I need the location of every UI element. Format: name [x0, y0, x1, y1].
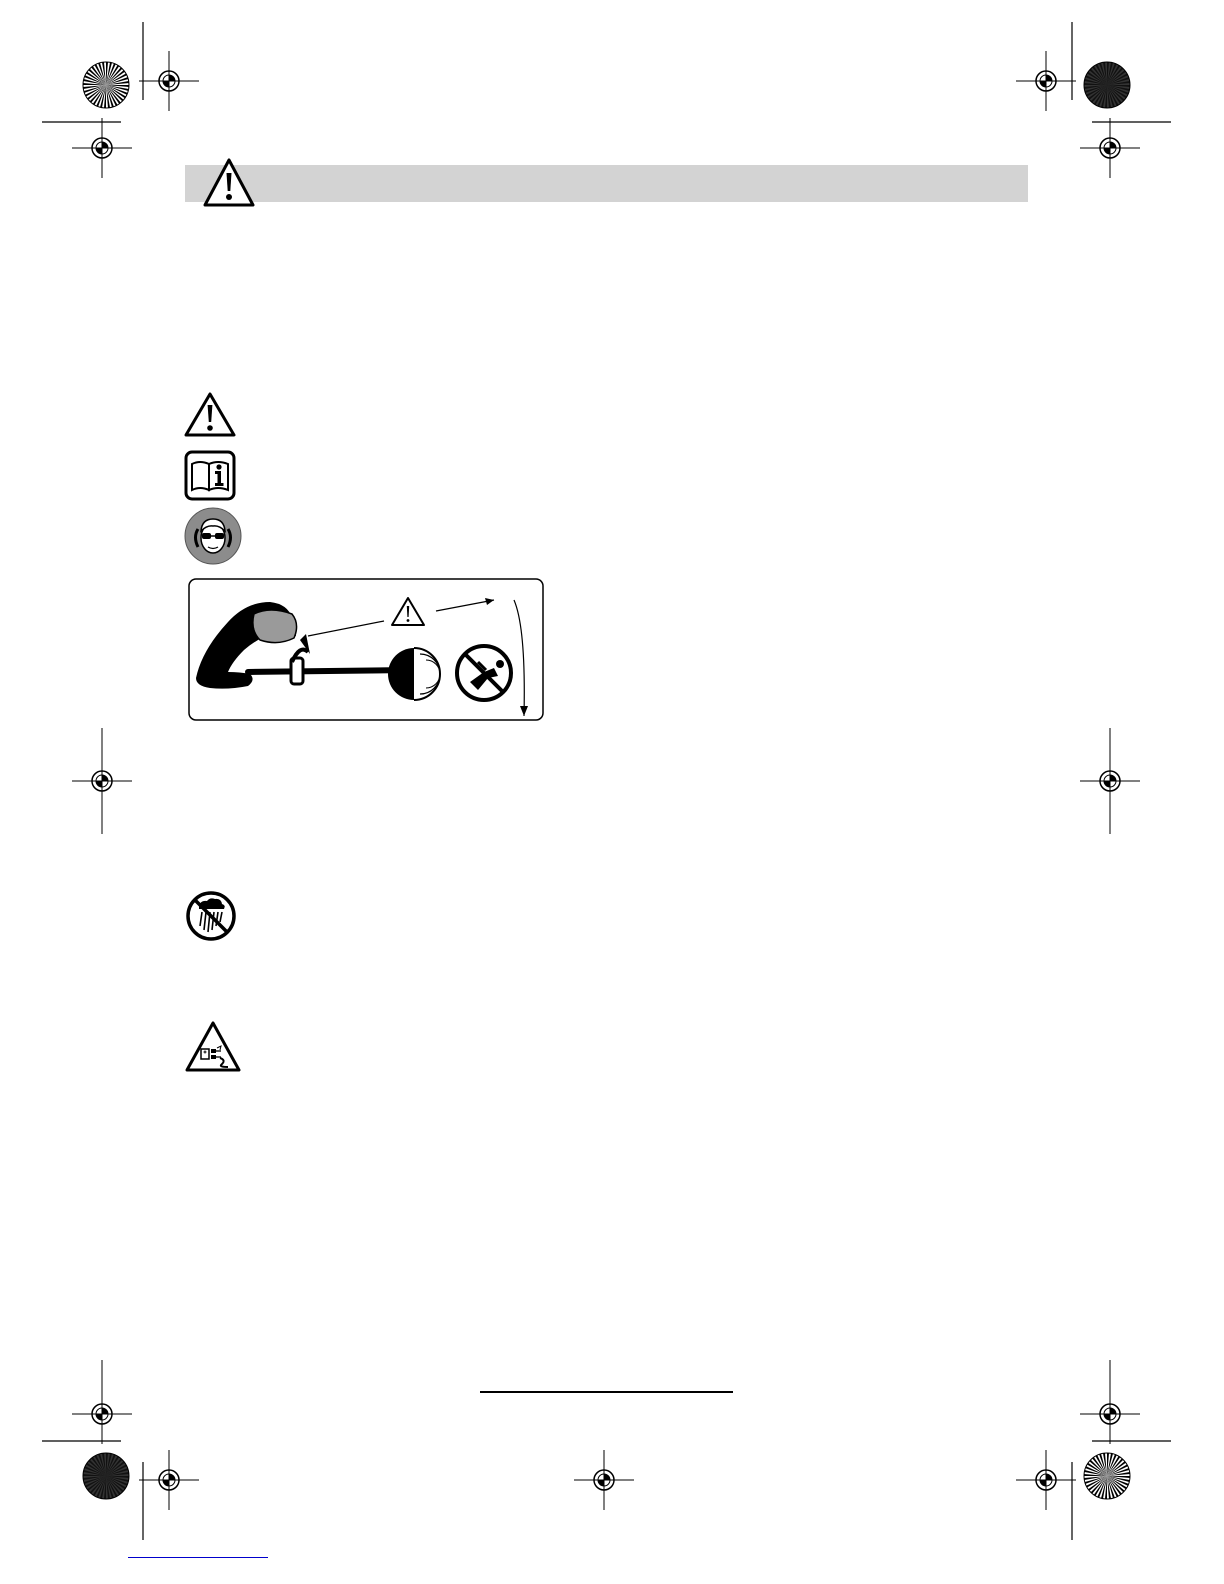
registration-mark: [1016, 51, 1076, 111]
starburst-targets: [83, 62, 1130, 1499]
footer-rule: [480, 1391, 733, 1393]
starburst-target: [83, 1453, 129, 1499]
link-underline[interactable]: [128, 1557, 268, 1558]
warning-triangle-icon: [202, 157, 256, 209]
header-bar: [185, 165, 1028, 202]
registration-mark: [139, 1450, 199, 1510]
registration-mark: [139, 51, 199, 111]
registration-mark: [72, 118, 132, 178]
no-rain-icon: [185, 890, 237, 942]
unplug-cable-warning-icon: [184, 1020, 242, 1074]
starburst-target: [83, 62, 129, 108]
starburst-target: [1084, 1453, 1130, 1499]
trimmer-hazard-label: [188, 578, 544, 721]
registration-mark: [574, 1450, 634, 1510]
read-manual-icon: [184, 450, 236, 501]
starburst-target: [1084, 62, 1130, 108]
eye-ear-protection-icon: [184, 507, 242, 565]
registration-mark: [1080, 118, 1140, 178]
warning-triangle-icon: [183, 391, 237, 439]
registration-mark: [1016, 1450, 1076, 1510]
